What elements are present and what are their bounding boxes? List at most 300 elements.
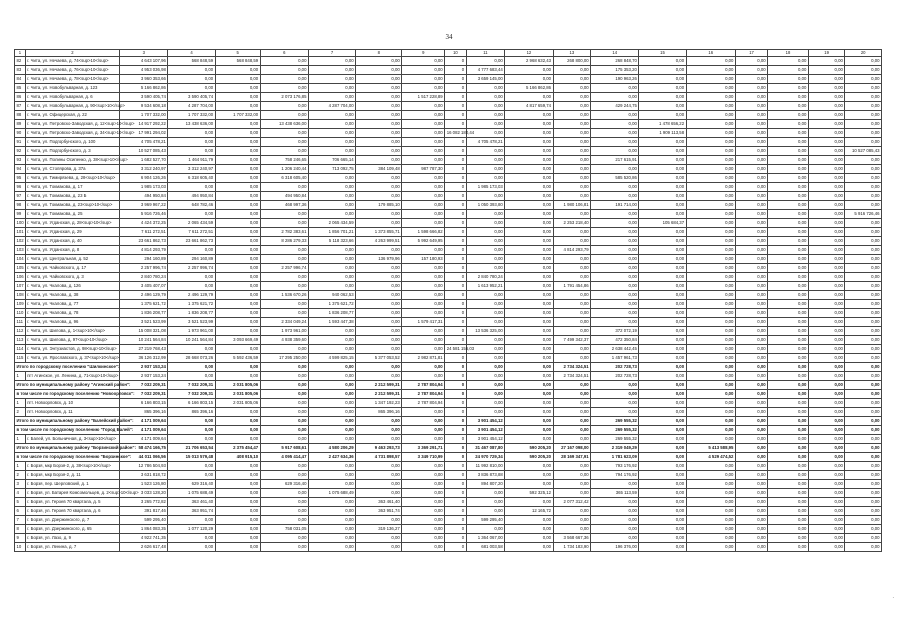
- value-cell: 0,00: [308, 84, 355, 93]
- value-cell: 0,00: [356, 264, 402, 273]
- address-cell: г. Чита, ул. Чкалова, д. 96: [25, 318, 119, 327]
- value-cell: 0,00: [553, 354, 591, 363]
- value-cell: 0,00: [808, 435, 844, 444]
- value-cell: 1 836 208,77: [120, 309, 168, 318]
- page-number: 34: [445, 33, 453, 41]
- value-cell: 5 377 053,52: [356, 354, 402, 363]
- value-cell: 0,00: [402, 192, 445, 201]
- value-cell: 5 992 649,95: [402, 237, 445, 246]
- value-cell: 217 615,91: [591, 156, 639, 165]
- value-cell: 0,00: [686, 543, 735, 552]
- value-cell: 0,00: [466, 318, 505, 327]
- value-cell: 0,00: [402, 336, 445, 345]
- table-row: [15, 246, 882, 255]
- address-cell: г. Чита, ул. Новобульварная, д. 123: [25, 84, 119, 93]
- value-cell: 0,00: [215, 525, 260, 534]
- value-cell: 175 353,20: [591, 66, 639, 75]
- value-cell: 713 092,75: [308, 165, 355, 174]
- value-cell: 0,00: [215, 93, 260, 102]
- value-cell: 0,00: [553, 309, 591, 318]
- value-cell: 0,00: [591, 516, 639, 525]
- value-cell: 0,00: [168, 273, 215, 282]
- value-cell: 1 836 208,77: [168, 309, 215, 318]
- value-cell: 2 734 324,51: [553, 363, 591, 372]
- value-cell: 629 316,40: [168, 480, 215, 489]
- value-cell: 0,00: [591, 246, 639, 255]
- value-cell: 0,00: [845, 507, 882, 516]
- value-cell: 0,00: [356, 336, 402, 345]
- value-cell: 0,00: [845, 318, 882, 327]
- row-index: 1: [15, 372, 26, 381]
- value-cell: 0,00: [356, 462, 402, 471]
- value-cell: 0,00: [768, 228, 809, 237]
- value-cell: 105 684,37: [639, 219, 686, 228]
- data-table: [14, 49, 882, 552]
- value-cell: 0,00: [686, 102, 735, 111]
- value-cell: 0,00: [356, 489, 402, 498]
- value-cell: 0,00: [356, 75, 402, 84]
- value-cell: 7 611 272,51: [168, 228, 215, 237]
- value-cell: 2 065 434,59: [308, 219, 355, 228]
- value-cell: 0,00: [768, 111, 809, 120]
- address-cell: г. Чита, ул. Чайковского, д. 17: [25, 264, 119, 273]
- group-label: Итого по муниципальному району "Борзинский район":: [15, 444, 120, 453]
- value-cell: 0,00: [639, 435, 686, 444]
- value-cell: 0: [445, 534, 466, 543]
- table-row: [15, 192, 882, 201]
- value-cell: 0,00: [808, 507, 844, 516]
- value-cell: 7 032 209,31: [120, 390, 168, 399]
- address-cell: г. Чита, ул. Петровско-Заводская, д. 12<sup>10</sup>: [25, 120, 119, 129]
- value-cell: 0: [445, 183, 466, 192]
- value-cell: 0: [445, 309, 466, 318]
- value-cell: 0,00: [505, 183, 553, 192]
- value-cell: 2 319 049,29: [591, 444, 639, 453]
- table-row: [15, 408, 882, 417]
- value-cell: 0,00: [591, 147, 639, 156]
- value-cell: 0,00: [686, 120, 735, 129]
- value-cell: 0,00: [402, 543, 445, 552]
- value-cell: 0,00: [686, 156, 735, 165]
- value-cell: 0,00: [215, 210, 260, 219]
- value-cell: 0,00: [591, 390, 639, 399]
- value-cell: 44 011 066,56: [120, 453, 168, 462]
- value-cell: 0,00: [505, 165, 553, 174]
- value-cell: 0,00: [639, 147, 686, 156]
- row-index: 82: [15, 57, 26, 66]
- value-cell: 0,00: [402, 327, 445, 336]
- value-cell: 0,00: [845, 138, 882, 147]
- value-cell: 940 062,53: [308, 291, 355, 300]
- value-cell: 0,00: [808, 219, 844, 228]
- value-cell: 0,00: [402, 534, 445, 543]
- table-row: [15, 174, 882, 183]
- value-cell: 2 334 049,24: [260, 318, 308, 327]
- value-cell: 0,00: [553, 327, 591, 336]
- value-cell: 0,00: [215, 138, 260, 147]
- value-cell: 468 997,36: [260, 201, 308, 210]
- value-cell: 4 580 206,29: [308, 444, 355, 453]
- value-cell: 0,00: [686, 201, 735, 210]
- value-cell: 0,00: [505, 408, 553, 417]
- table-row: [15, 93, 882, 102]
- value-cell: 681 003,58: [466, 543, 505, 552]
- value-cell: 0,00: [402, 57, 445, 66]
- value-cell: 0,00: [768, 462, 809, 471]
- value-cell: 0,00: [466, 93, 505, 102]
- row-index: 93: [15, 156, 26, 165]
- value-cell: 0,00: [639, 66, 686, 75]
- value-cell: 0,00: [591, 525, 639, 534]
- value-cell: 0,00: [686, 309, 735, 318]
- value-cell: 0,00: [553, 120, 591, 129]
- value-cell: 0,00: [215, 534, 260, 543]
- group-total-row: [15, 453, 882, 462]
- value-cell: 1 707 332,00: [120, 111, 168, 120]
- value-cell: 0,00: [845, 183, 882, 192]
- value-cell: 0,00: [356, 543, 402, 552]
- address-cell: г. Чита, ул. Нечаева, д. 78<sup>10</sup>: [25, 75, 119, 84]
- value-cell: 706 665,14: [308, 156, 355, 165]
- value-cell: 0,00: [505, 291, 553, 300]
- value-cell: 0,00: [768, 372, 809, 381]
- value-cell: 0: [445, 66, 466, 75]
- row-index: 108: [15, 291, 26, 300]
- value-cell: 1 523 126,80: [120, 480, 168, 489]
- value-cell: 0,00: [686, 381, 735, 390]
- value-cell: 0,00: [639, 264, 686, 273]
- row-index: 7: [15, 516, 26, 525]
- value-cell: 0,00: [768, 363, 809, 372]
- column-header: 2: [25, 50, 119, 57]
- table-row: [15, 354, 882, 363]
- value-cell: 0,00: [466, 399, 505, 408]
- table-row: [15, 318, 882, 327]
- value-cell: 3 590 405,74: [120, 93, 168, 102]
- value-cell: 7 032 209,31: [168, 390, 215, 399]
- value-cell: 0,00: [215, 543, 260, 552]
- table-row: [15, 66, 882, 75]
- value-cell: 23 661 862,73: [120, 237, 168, 246]
- value-cell: 0,00: [768, 147, 809, 156]
- value-cell: 0,00: [260, 399, 308, 408]
- value-cell: 0,00: [260, 102, 308, 111]
- value-cell: 0,00: [639, 471, 686, 480]
- value-cell: 0,00: [215, 363, 260, 372]
- value-cell: 0,00: [768, 489, 809, 498]
- address-cell: г. Чита, ул. Чкалова, д. 78: [25, 309, 119, 318]
- value-cell: 0,00: [215, 345, 260, 354]
- value-cell: 0,00: [808, 309, 844, 318]
- table-row: [15, 291, 882, 300]
- value-cell: 429 244,75: [591, 102, 639, 111]
- value-cell: 27 167 098,00: [553, 444, 591, 453]
- table-row: [15, 84, 882, 93]
- value-cell: 0,00: [845, 462, 882, 471]
- value-cell: 0: [445, 210, 466, 219]
- value-cell: 0,00: [735, 111, 767, 120]
- value-cell: 0,00: [639, 300, 686, 309]
- value-cell: 0,00: [308, 201, 355, 210]
- value-cell: 0,00: [168, 363, 215, 372]
- value-cell: 0,00: [639, 174, 686, 183]
- column-header: 13: [553, 50, 591, 57]
- value-cell: 758 031,05: [260, 525, 308, 534]
- value-cell: 0,00: [260, 57, 308, 66]
- value-cell: 0,00: [808, 102, 844, 111]
- value-cell: 23 661 862,73: [168, 237, 215, 246]
- value-cell: 0,00: [215, 273, 260, 282]
- value-cell: 0,00: [260, 498, 308, 507]
- value-cell: 0,00: [553, 516, 591, 525]
- value-cell: 0,00: [505, 156, 553, 165]
- value-cell: 0,00: [845, 93, 882, 102]
- value-cell: 0,00: [308, 363, 355, 372]
- table-row: [15, 327, 882, 336]
- value-cell: 0,00: [308, 372, 355, 381]
- table-row: [15, 498, 882, 507]
- row-index: 100: [15, 219, 26, 228]
- value-cell: 0,00: [466, 147, 505, 156]
- value-cell: 0,00: [686, 516, 735, 525]
- value-cell: 0,00: [505, 138, 553, 147]
- value-cell: 0,00: [845, 201, 882, 210]
- value-cell: 0,00: [553, 291, 591, 300]
- value-cell: 0,00: [686, 75, 735, 84]
- value-cell: 0,00: [845, 435, 882, 444]
- value-cell: 0,00: [845, 228, 882, 237]
- group-label: в том числе по городскому поселению "Борзинское":: [15, 453, 120, 462]
- value-cell: 0,00: [808, 291, 844, 300]
- value-cell: 0: [445, 75, 466, 84]
- value-cell: 0,00: [466, 129, 505, 138]
- value-cell: 865 396,16: [168, 408, 215, 417]
- value-cell: 0,00: [639, 75, 686, 84]
- value-cell: 0,00: [768, 408, 809, 417]
- row-index: 99: [15, 210, 26, 219]
- value-cell: 0,00: [735, 201, 767, 210]
- value-cell: 0,00: [735, 453, 767, 462]
- address-cell: г. Чита, ул. Тимирязева, д. 28<sup>10</sup>: [25, 174, 119, 183]
- value-cell: 0,00: [808, 138, 844, 147]
- table-row: [15, 255, 882, 264]
- value-cell: 0,00: [215, 156, 260, 165]
- value-cell: 2 496 129,79: [168, 291, 215, 300]
- column-header: 4: [168, 50, 215, 57]
- value-cell: 10 527 085,43: [845, 147, 882, 156]
- value-cell: 0: [445, 84, 466, 93]
- value-cell: 0,00: [168, 84, 215, 93]
- value-cell: 17 295 250,00: [260, 354, 308, 363]
- value-cell: 12 165,72: [505, 507, 553, 516]
- value-cell: 0,00: [356, 111, 402, 120]
- address-cell: г. Борзя, мкр Борзя-2, д. 11: [25, 471, 119, 480]
- value-cell: 0,00: [686, 138, 735, 147]
- value-cell: 0,00: [356, 57, 402, 66]
- value-cell: 0,00: [808, 300, 844, 309]
- table-row: [15, 543, 882, 552]
- value-cell: 0,00: [356, 372, 402, 381]
- value-cell: 0,00: [735, 390, 767, 399]
- row-index: 4: [15, 489, 26, 498]
- value-cell: 0,00: [808, 480, 844, 489]
- value-cell: 0,00: [808, 75, 844, 84]
- value-cell: 2 782 383,61: [260, 228, 308, 237]
- value-cell: 0,00: [808, 345, 844, 354]
- value-cell: 0,00: [686, 246, 735, 255]
- value-cell: 2 638 442,45: [591, 345, 639, 354]
- value-cell: 0,00: [553, 75, 591, 84]
- value-cell: 0,00: [735, 354, 767, 363]
- value-cell: 0,00: [505, 255, 553, 264]
- value-cell: 3 568 667,36: [553, 534, 591, 543]
- value-cell: 568 848,59: [168, 57, 215, 66]
- value-cell: 0,00: [768, 345, 809, 354]
- table-row: [15, 345, 882, 354]
- value-cell: 363 951,74: [168, 507, 215, 516]
- value-cell: 1 707 332,00: [168, 111, 215, 120]
- value-cell: 0,00: [466, 57, 505, 66]
- value-cell: 0,00: [686, 462, 735, 471]
- value-cell: 0,00: [402, 417, 445, 426]
- value-cell: 0,00: [260, 246, 308, 255]
- value-cell: 0,00: [466, 102, 505, 111]
- value-cell: 0,00: [686, 291, 735, 300]
- value-cell: 0,00: [308, 327, 355, 336]
- address-cell: г. Чита, ул. Нечаева, д. 74<sup>10</sup>: [25, 57, 119, 66]
- value-cell: 0,00: [553, 462, 591, 471]
- value-cell: 0,00: [466, 264, 505, 273]
- value-cell: 0: [445, 111, 466, 120]
- value-cell: 0,00: [808, 354, 844, 363]
- value-cell: 0,00: [466, 381, 505, 390]
- value-cell: 0,00: [402, 84, 445, 93]
- value-cell: 4 095 414,47: [260, 453, 308, 462]
- value-cell: 0: [445, 192, 466, 201]
- value-cell: 0,00: [308, 399, 355, 408]
- value-cell: 0,00: [553, 237, 591, 246]
- value-cell: 0,00: [768, 84, 809, 93]
- value-cell: 0: [445, 237, 466, 246]
- value-cell: 0,00: [735, 57, 767, 66]
- value-cell: 0,00: [466, 345, 505, 354]
- value-cell: 0,00: [553, 255, 591, 264]
- value-cell: 0,00: [308, 174, 355, 183]
- value-cell: 0,00: [553, 174, 591, 183]
- value-cell: 0,00: [768, 102, 809, 111]
- row-index: 109: [15, 300, 26, 309]
- value-cell: 0,00: [505, 228, 553, 237]
- value-cell: 0,00: [639, 534, 686, 543]
- value-cell: 0,00: [215, 219, 260, 228]
- value-cell: 0,00: [686, 282, 735, 291]
- value-cell: 1 464 911,79: [168, 156, 215, 165]
- value-cell: 0,00: [553, 273, 591, 282]
- value-cell: 0,00: [686, 57, 735, 66]
- value-cell: 0,00: [505, 462, 553, 471]
- value-cell: 0,00: [591, 282, 639, 291]
- value-cell: 0,00: [686, 435, 735, 444]
- value-cell: 0,00: [260, 390, 308, 399]
- value-cell: 9 463 293,73: [356, 444, 402, 453]
- value-cell: 0,00: [215, 435, 260, 444]
- value-cell: 0,00: [808, 264, 844, 273]
- page-edge-mark: ·: [892, 595, 894, 601]
- value-cell: 0,00: [505, 210, 553, 219]
- value-cell: 0,00: [686, 147, 735, 156]
- value-cell: 0,00: [466, 309, 505, 318]
- value-cell: 0,00: [735, 426, 767, 435]
- value-cell: 2 427 634,36: [308, 453, 355, 462]
- value-cell: 0,00: [260, 183, 308, 192]
- value-cell: 3 369 291,71: [402, 444, 445, 453]
- value-cell: 7 499 342,37: [553, 336, 591, 345]
- value-cell: 0,00: [686, 354, 735, 363]
- value-cell: 0,00: [686, 426, 735, 435]
- value-cell: 590 205,20: [505, 453, 553, 462]
- group-total-row: [15, 381, 882, 390]
- address-cell: г. Балей, ул. Больничная, д. 3<sup>10</sup>: [25, 435, 119, 444]
- value-cell: 0,00: [505, 273, 553, 282]
- table-row: [15, 462, 882, 471]
- value-cell: 294 160,89: [168, 255, 215, 264]
- value-cell: 0,00: [308, 426, 355, 435]
- value-cell: 0,00: [308, 111, 355, 120]
- value-cell: 0,00: [466, 255, 505, 264]
- value-cell: 0,00: [356, 147, 402, 156]
- value-cell: 0,00: [735, 543, 767, 552]
- value-cell: 0,00: [808, 453, 844, 462]
- value-cell: 4 529 474,52: [686, 453, 735, 462]
- column-header: 5: [215, 50, 260, 57]
- value-cell: 4 599 825,15: [308, 354, 355, 363]
- value-cell: 0,00: [356, 435, 402, 444]
- address-cell: г. Чита, ул. Угданская, д. 40: [25, 237, 119, 246]
- value-cell: 0,00: [845, 75, 882, 84]
- value-cell: 11 992 810,00: [466, 462, 505, 471]
- value-cell: 0,00: [466, 192, 505, 201]
- value-cell: 0,00: [553, 264, 591, 273]
- value-cell: 4 171 009,64: [120, 426, 168, 435]
- value-cell: 0,00: [308, 345, 355, 354]
- value-cell: 1 364 067,00: [466, 534, 505, 543]
- value-cell: 0,00: [505, 516, 553, 525]
- value-cell: 0,00: [768, 210, 809, 219]
- value-cell: 0,00: [215, 228, 260, 237]
- value-cell: 12 786 504,93: [120, 462, 168, 471]
- value-cell: 179 885,10: [356, 201, 402, 210]
- value-cell: 1 734 183,90: [553, 543, 591, 552]
- value-cell: 0,00: [639, 417, 686, 426]
- value-cell: 3 969 967,22: [120, 201, 168, 210]
- value-cell: 319 136,27: [356, 525, 402, 534]
- value-cell: 0,00: [215, 129, 260, 138]
- value-cell: 365 113,59: [591, 489, 639, 498]
- value-cell: 0,00: [215, 417, 260, 426]
- value-cell: 0,00: [466, 174, 505, 183]
- group-total-row: [15, 426, 882, 435]
- value-cell: 0,00: [735, 345, 767, 354]
- value-cell: 0,00: [845, 498, 882, 507]
- value-cell: 2 982 871,81: [402, 354, 445, 363]
- value-cell: 0,00: [735, 183, 767, 192]
- row-index: 110: [15, 309, 26, 318]
- value-cell: 0,00: [402, 273, 445, 282]
- value-cell: 0,00: [402, 66, 445, 75]
- value-cell: 0,00: [768, 57, 809, 66]
- table-row: [15, 111, 882, 120]
- value-cell: 15 008 321,08: [120, 327, 168, 336]
